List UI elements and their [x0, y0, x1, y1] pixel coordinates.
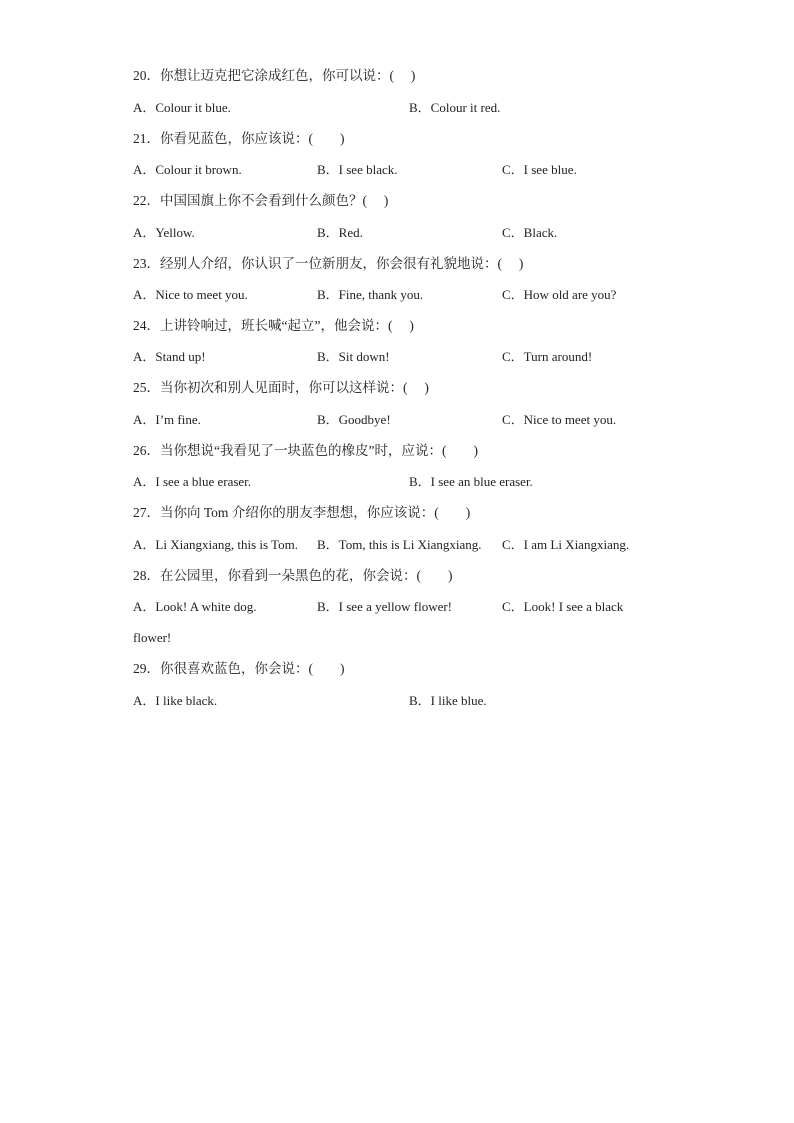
- question-29-stem: 29．你很喜欢蓝色，你会说：( ): [133, 661, 345, 676]
- question-22-stem: 22．中国国旗上你不会看到什么颜色？( ): [133, 193, 389, 208]
- question-21-option-a: A．Colour it brown.: [133, 162, 242, 177]
- question-27-stem: 27．当你向 Tom 介绍你的朋友李想想，你应该说：( ): [133, 505, 471, 520]
- question-28-option-c-continuation: flower!: [133, 630, 172, 645]
- question-23-option-a: A．Nice to meet you.: [133, 287, 248, 302]
- question-26-option-a: A．I see a blue eraser.: [133, 474, 252, 489]
- question-27-option-b: B．Tom, this is Li Xiangxiang.: [317, 537, 482, 552]
- question-21-option-c: C．I see blue.: [502, 162, 577, 177]
- question-25-option-b: B．Goodbye!: [317, 412, 391, 427]
- question-24-option-c: C．Turn around!: [502, 349, 593, 364]
- question-26-option-b: B．I see an blue eraser.: [409, 474, 533, 489]
- question-24-stem: 24．上讲铃响过，班长喊“起立”，他会说：( ): [133, 318, 414, 333]
- question-25-option-a: A．I’m fine.: [133, 412, 201, 427]
- question-25-option-c: C．Nice to meet you.: [502, 412, 617, 427]
- question-29-option-b: B．I like blue.: [409, 693, 487, 708]
- question-28-option-c: C．Look! I see a black: [502, 599, 624, 614]
- question-28-stem: 28．在公园里，你看到一朵黑色的花，你会说：( ): [133, 568, 453, 583]
- question-22-option-b: B．Red.: [317, 225, 363, 240]
- question-20-option-a: A．Colour it blue.: [133, 100, 231, 115]
- question-25-stem: 25．当你初次和别人见面时，你可以这样说：( ): [133, 380, 429, 395]
- question-23-stem: 23．经别人介绍，你认识了一位新朋友，你会很有礼貌地说：( ): [133, 256, 524, 271]
- question-24-option-a: A．Stand up!: [133, 349, 206, 364]
- question-21-option-b: B．I see black.: [317, 162, 398, 177]
- question-27-option-c: C．I am Li Xiangxiang.: [502, 537, 630, 552]
- question-29-option-a: A．I like black.: [133, 693, 218, 708]
- question-20-option-b: B．Colour it red.: [409, 100, 501, 115]
- question-23-option-c: C．How old are you?: [502, 287, 617, 302]
- question-24-option-b: B．Sit down!: [317, 349, 390, 364]
- question-28-option-a: A．Look! A white dog.: [133, 599, 257, 614]
- question-28-option-b: B．I see a yellow flower!: [317, 599, 453, 614]
- question-21-stem: 21．你看见蓝色，你应该说：( ): [133, 131, 345, 146]
- question-20-stem: 20．你想让迈克把它涂成红色，你可以说：( ): [133, 68, 416, 83]
- question-23-option-b: B．Fine, thank you.: [317, 287, 424, 302]
- question-22-option-c: C．Black.: [502, 225, 558, 240]
- question-26-stem: 26．当你想说“我看见了一块蓝色的橡皮”时，应说：( ): [133, 443, 478, 458]
- question-27-option-a: A．Li Xiangxiang, this is Tom.: [133, 537, 298, 552]
- question-22-option-a: A．Yellow.: [133, 225, 195, 240]
